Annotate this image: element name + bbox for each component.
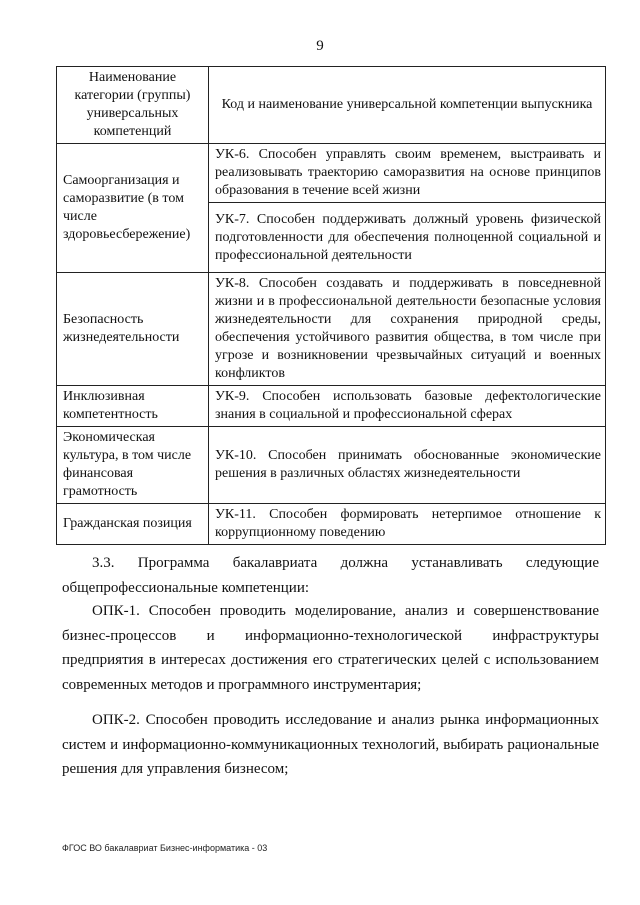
competency-cell: УК-8. Способен создавать и поддерживать в повседневной жизни и в профессиональной деятельности безопасные условия жизнедеятельности для сохранения природной среды, обеспечения устойчивого развития общества, в том числе при угрозе и возникновении чрезвычайных ситуаций и военных конфликтов [209, 273, 606, 386]
table-row [57, 273, 606, 386]
table-row [57, 386, 606, 427]
competency-cell: УК-6. Способен управлять своим временем, выстраивать и реализовывать траекторию саморазвития на основе принципов образования в течение всей жизни [209, 144, 606, 203]
table-header-row [57, 67, 606, 144]
competency-cell: УК-10. Способен принимать обоснованные экономические решения в различных областях жизнедеятельности [209, 427, 606, 504]
category-cell: Безопасность жизнедеятельности [57, 273, 209, 386]
paragraph-3-3 [62, 551, 599, 600]
table-row [57, 427, 606, 504]
category-cell: Самоорганизация и саморазвитие (в том числе здоровьесбережение) [57, 144, 209, 273]
competency-cell: УК-9. Способен использовать базовые дефектологические знания в социальной и профессиональной сферах [209, 386, 606, 427]
paragraph-text: 3.3. Программа бакалавриата должна устанавливать следующие общепрофессиональные компетенции: [62, 555, 599, 596]
universal-competencies-table [56, 66, 606, 545]
paragraph-text: ОПК-1. Способен проводить моделирование, анализ и совершенствование бизнес-процессов и информационно-технологической инфраструктуры предприятия в интересах достижения его стратегических целей с использованием современных методов и программного инструментария; [62, 603, 599, 693]
header-category: Наименование категории (группы) универсальных компетенций [57, 67, 209, 144]
paragraph-opk-2 [62, 708, 599, 782]
competency-cell: УК-11. Способен формировать нетерпимое отношение к коррупционному поведению [209, 504, 606, 545]
competency-cell: УК-7. Способен поддерживать должный уровень физической подготовленности для обеспечения полноценной социальной и профессиональной деятельности [209, 203, 606, 273]
page-footer: ФГОС ВО бакалавриат Бизнес-информатика - 03 [62, 843, 268, 853]
category-cell: Гражданская позиция [57, 504, 209, 545]
page-number: 9 [316, 38, 324, 54]
paragraph-opk-1 [62, 599, 599, 697]
table-row [57, 144, 606, 203]
category-cell: Экономическая культура, в том числе финансовая грамотность [57, 427, 209, 504]
category-cell: Инклюзивная компетентность [57, 386, 209, 427]
paragraph-text: ОПК-2. Способен проводить исследование и анализ рынка информационных систем и информационно-коммуникационных технологий, выбирать рациональные решения для управления бизнесом; [62, 712, 599, 777]
table-row [57, 504, 606, 545]
header-code: Код и наименование универсальной компетенции выпускника [209, 67, 606, 144]
